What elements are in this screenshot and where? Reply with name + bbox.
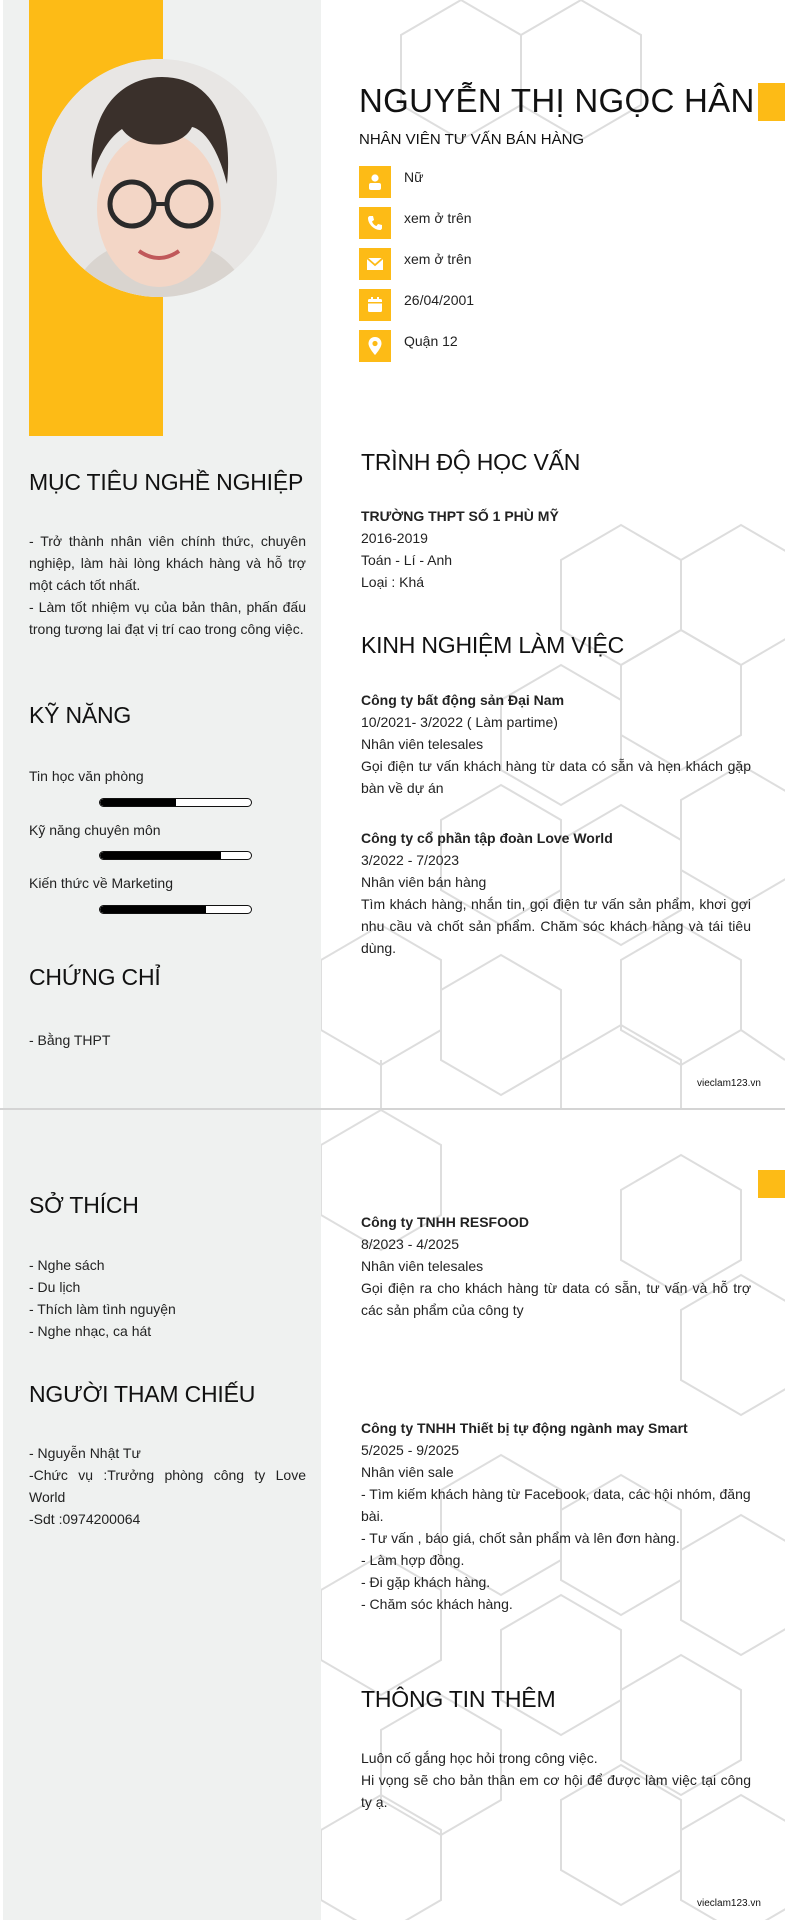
contact-address (359, 330, 458, 362)
additional-info-title: THÔNG TIN THÊM (361, 1686, 556, 1712)
job-role: Nhân viên bán hàng (361, 874, 487, 890)
job-title: NHÂN VIÊN TƯ VẤN BÁN HÀNG (359, 131, 585, 148)
reference-line: -Sdt :0974200064 (29, 1511, 141, 1527)
career-goal-line: - Trở thành nhân viên chính thức, chuyên nghiệp, làm hài lòng khách hàng và hỗ trợ một cách tốt nhất. (29, 533, 306, 593)
reference-line: - Nguyễn Nhật Tư (29, 1445, 141, 1461)
person-icon (359, 166, 391, 198)
contact-text: Nữ (404, 169, 424, 185)
skill-bar (99, 851, 252, 860)
job-description: Gọi điện tư vấn khách hàng từ data có sẵn và hẹn khách gặp bàn về dự án (361, 758, 751, 796)
company-name: Công ty bất động sản Đại Nam (361, 692, 565, 708)
cv-page-1 (3, 0, 785, 1108)
job-duty: - Tìm kiếm khách hàng từ Facebook, data, các hội nhóm, đăng bài. (361, 1486, 751, 1524)
additional-line: Luôn cố gắng học hỏi trong công việc. (361, 1750, 598, 1766)
company-name: Công ty TNHH Thiết bị tự động ngành may Smart (361, 1420, 688, 1436)
job-duty: - Tư vấn , báo giá, chốt sản phẩm và lên đơn hàng. (361, 1530, 680, 1546)
job-entry (361, 1211, 751, 1321)
job-entry (361, 827, 751, 959)
additional-info-text (361, 1747, 751, 1813)
hobbies-list (29, 1254, 306, 1342)
education-grade: Loại : Khá (361, 574, 425, 590)
skills-title: KỸ NĂNG (29, 702, 132, 728)
location-pin-icon (359, 330, 391, 362)
hobby-item: - Nghe sách (29, 1257, 105, 1273)
corner-accent (758, 1170, 785, 1198)
skill-label: Kỹ năng chuyên môn (29, 822, 161, 838)
company-name: Công ty cổ phần tập đoàn Love World (361, 830, 613, 846)
job-duty: - Chăm sóc khách hàng. (361, 1596, 513, 1612)
job-period: 8/2023 - 4/2025 (361, 1236, 460, 1252)
career-goal-title: MỤC TIÊU NGHỀ NGHIỆP (29, 469, 304, 495)
skill-bar (99, 905, 252, 914)
profile-photo (42, 59, 277, 297)
candidate-name: NGUYỄN THỊ NGỌC HÂN (359, 82, 755, 119)
contact-text: Quận 12 (404, 333, 458, 349)
additional-line: Hi vọng sẽ cho bản thân em cơ hội để được làm việc tại công ty ạ. (361, 1772, 751, 1810)
job-role: Nhân viên telesales (361, 736, 484, 752)
job-entry (361, 1417, 751, 1615)
contact-text: xem ở trên (404, 210, 472, 226)
job-description: Gọi điện ra cho khách hàng từ data có sẵn, tư vấn và hỗ trợ các sản phẩm của công ty (361, 1280, 751, 1318)
education-subjects: Toán - Lí - Anh (361, 552, 453, 568)
references-list (29, 1442, 306, 1530)
contact-text: xem ở trên (404, 251, 472, 267)
phone-icon (359, 207, 391, 239)
skill-fill (100, 906, 206, 913)
job-role: Nhân viên telesales (361, 1258, 484, 1274)
contact-birthday (359, 289, 474, 321)
experience-title: KINH NGHIỆM LÀM VIỆC (361, 632, 625, 658)
job-description: Tìm khách hàng, nhắn tin, gọi điện tư vấn sản phẩm, khơi gợi nhu cầu và chốt sản phẩm. Chăm sóc khách hàng và tái tiêu dùng. (361, 896, 751, 956)
education-block (361, 505, 751, 593)
company-name: Công ty TNHH RESFOOD (361, 1214, 529, 1230)
career-goal-line: - Làm tốt nhiệm vụ của bản thân, phấn đấu trong tương lai đạt vị trí cao trong công việc. (29, 599, 306, 637)
job-duty: - Đi gặp khách hàng. (361, 1574, 491, 1590)
hobby-item: - Thích làm tình nguyện (29, 1301, 176, 1317)
hobby-item: - Du lịch (29, 1279, 81, 1295)
skill-fill (100, 799, 176, 806)
contact-text: 26/04/2001 (404, 292, 475, 308)
certificates-title: CHỨNG CHỈ (29, 964, 161, 990)
job-duty: - Làm hợp đồng. (361, 1552, 465, 1568)
skill-bar (99, 798, 252, 807)
job-period: 3/2022 - 7/2023 (361, 852, 460, 868)
hobbies-title: SỞ THÍCH (29, 1192, 139, 1218)
job-role: Nhân viên sale (361, 1464, 454, 1480)
education-title: TRÌNH ĐỘ HỌC VẤN (361, 449, 581, 475)
watermark: vieclam123.vn (697, 1898, 761, 1909)
skill-label: Tin học văn phòng (29, 768, 144, 784)
reference-line: -Chức vụ :Trưởng phòng công ty Love World (29, 1467, 306, 1505)
mail-icon (359, 248, 391, 280)
corner-accent (758, 83, 785, 121)
watermark: vieclam123.vn (697, 1078, 761, 1089)
references-title: NGƯỜI THAM CHIẾU (29, 1381, 256, 1407)
school-name: TRƯỜNG THPT SỐ 1 PHÙ MỸ (361, 508, 559, 524)
contact-gender (359, 166, 423, 198)
hobby-item: - Nghe nhạc, ca hát (29, 1323, 152, 1339)
cv-page-2 (3, 1110, 785, 1920)
job-entry (361, 689, 751, 799)
job-period: 5/2025 - 9/2025 (361, 1442, 460, 1458)
job-period: 10/2021- 3/2022 ( Làm partime) (361, 714, 558, 730)
contact-phone (359, 207, 472, 239)
contact-email (359, 248, 472, 280)
calendar-icon (359, 289, 391, 321)
certificate-item: - Bằng THPT (29, 1032, 111, 1048)
career-goal-text (29, 530, 306, 640)
skill-label: Kiến thức về Marketing (29, 875, 173, 891)
skill-fill (100, 852, 221, 859)
education-period: 2016-2019 (361, 530, 428, 546)
